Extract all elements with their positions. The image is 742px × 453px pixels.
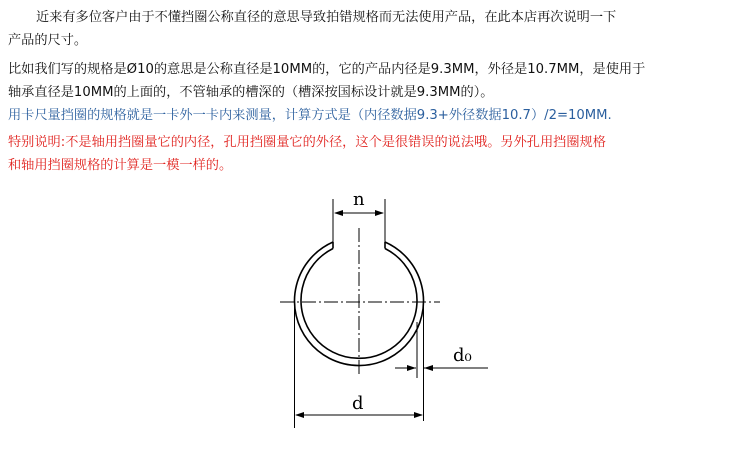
d0-label: d₀ bbox=[453, 345, 472, 366]
spec-example-line-2: 轴承直径是10MM的上面的，不管轴承的槽深的（槽深按国标设计就是9.3MM的）。 bbox=[8, 85, 494, 100]
n-arrow-left bbox=[334, 210, 343, 216]
special-note-line-1: 特别说明:不是轴用挡圈量它的内径，孔用挡圈量它的外径，这个是很错误的说法哦。另外孔用挡圈规格 bbox=[8, 135, 606, 150]
special-note-line-2: 和轴用挡圈规格的计算是一模一样的。 bbox=[8, 158, 233, 173]
intro-line-2: 产品的尺寸。 bbox=[8, 33, 88, 48]
d-label: d bbox=[352, 393, 364, 414]
n-label: n bbox=[353, 189, 365, 210]
n-arrow-right bbox=[375, 210, 384, 216]
d-arrow-left bbox=[295, 412, 304, 418]
measurement-line-1: 用卡尺量挡圈的规格就是一卡外一卡内来测量，计算方式是（内径数据9.3+外径数据10.7）/2=10MM. bbox=[8, 108, 612, 123]
intro-line-1: 近来有多位客户由于不懂挡圈公称直径的意思导致拍错规格而无法使用产品，在此本店再次说明一下 bbox=[36, 10, 617, 25]
d-arrow-right bbox=[414, 412, 423, 418]
d0-arrow-left bbox=[407, 365, 416, 371]
d0-arrow-right bbox=[424, 365, 433, 371]
spec-example-line-1: 比如我们写的规格是Ø10的意思是公称直径是10MM的，它的产品内径是9.3MM，外径是10.7MM，是使用于 bbox=[8, 62, 646, 77]
